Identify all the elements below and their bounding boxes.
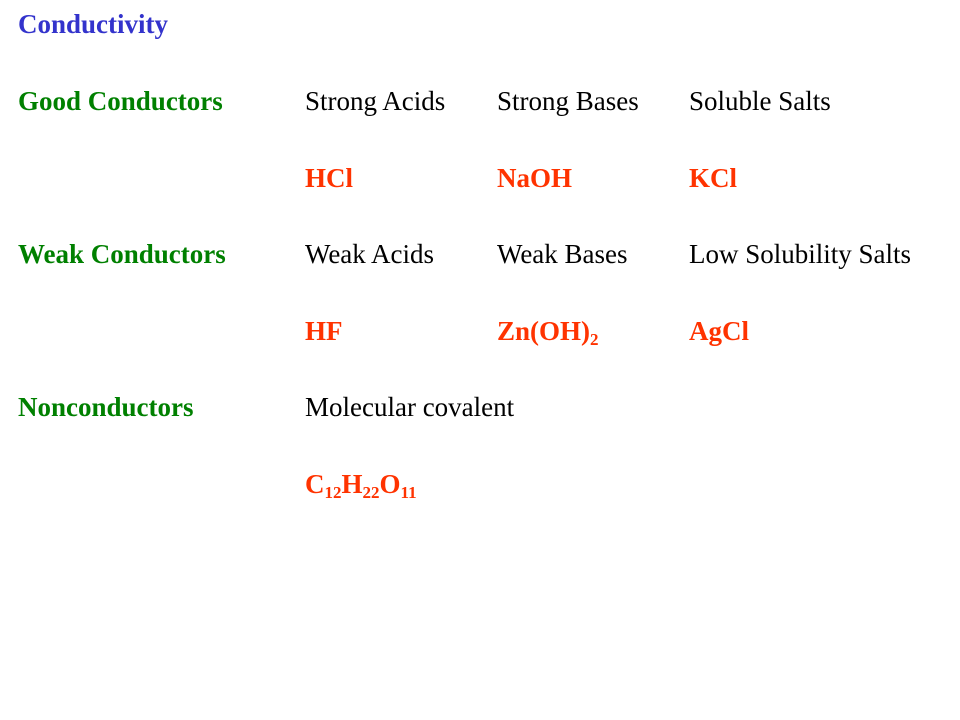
type-weak-acids: Weak Acids <box>305 239 435 269</box>
formula-subscript: 2 <box>590 330 599 349</box>
good-conductors-types-row <box>0 83 960 119</box>
nonconductors-examples-row <box>0 466 960 502</box>
formula-element: C <box>305 469 325 499</box>
example-agcl: AgCl <box>689 316 749 346</box>
example-zinc-hydroxide <box>497 313 599 349</box>
type-soluble-salts: Soluble Salts <box>689 86 831 116</box>
example-hf: HF <box>305 316 343 346</box>
good-conductors-examples-row <box>0 160 960 196</box>
nonconductors-types-row <box>0 389 960 425</box>
type-weak-bases: Weak Bases <box>497 239 628 269</box>
type-strong-acids: Strong Acids <box>305 86 446 116</box>
formula-element: O <box>379 469 401 499</box>
formula-subscript: 11 <box>400 483 417 502</box>
formula-element: H <box>341 469 363 499</box>
example-naoh: NaOH <box>497 163 573 193</box>
weak-conductors-examples-row <box>0 313 960 349</box>
formula-subscript: 22 <box>362 483 380 502</box>
weak-conductors-types-row <box>0 236 960 272</box>
type-molecular-covalent: Molecular covalent <box>305 392 515 422</box>
category-label-good: Good Conductors <box>18 86 223 116</box>
formula-main: Zn(OH) <box>497 316 591 346</box>
type-strong-bases: Strong Bases <box>497 86 639 116</box>
example-sucrose <box>305 466 417 502</box>
category-label-non: Nonconductors <box>18 392 194 422</box>
category-label-weak: Weak Conductors <box>18 239 226 269</box>
page-title: Conductivity <box>18 9 169 39</box>
formula-subscript: 12 <box>324 483 342 502</box>
example-kcl: KCl <box>689 163 738 193</box>
example-hcl: HCl <box>305 163 354 193</box>
type-low-solubility-salts: Low Solubility Salts <box>689 239 912 269</box>
